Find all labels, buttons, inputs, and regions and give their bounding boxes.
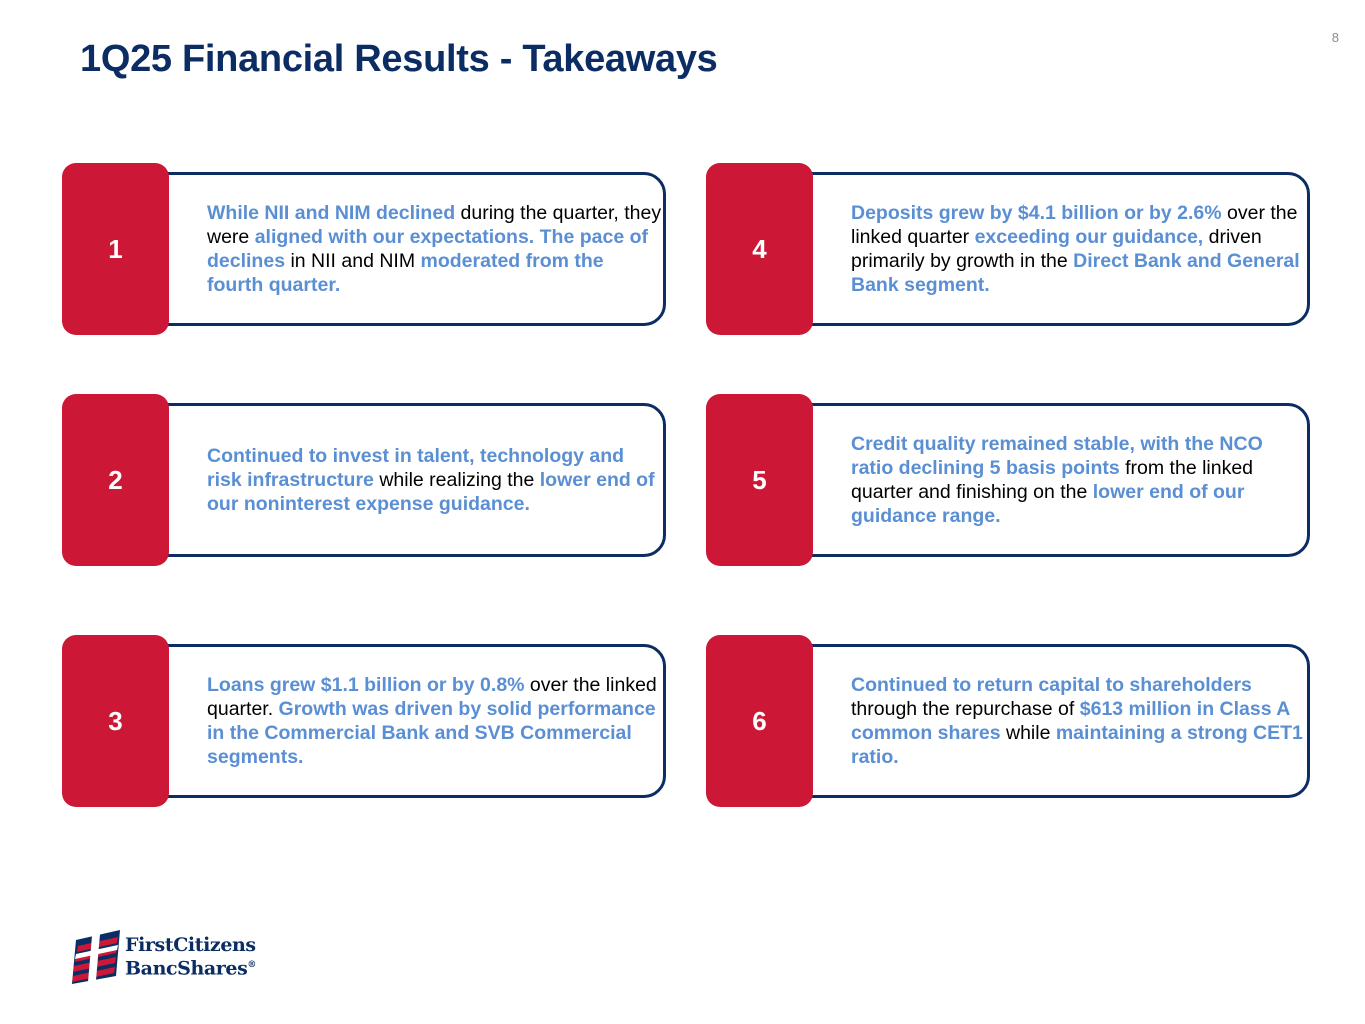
takeaway-plain: while realizing the (373, 469, 540, 491)
takeaway-number-badge (62, 635, 169, 807)
takeaway-text (207, 403, 662, 557)
takeaway-highlight: exceeding our guidance, (974, 226, 1204, 248)
takeaway-number: 4 (752, 233, 767, 264)
company-logo (70, 930, 256, 984)
takeaway-text (851, 403, 1306, 557)
takeaway-highlight: aligned with our expectations. The pace of declines (207, 226, 649, 272)
takeaway-plain: driven primarily by growth in the (851, 226, 1262, 272)
takeaway-card-3 (62, 635, 666, 807)
takeaway-number: 6 (752, 705, 767, 736)
takeaway-highlight: Deposits grew by $4.1 billion or by 2.6% (851, 202, 1222, 224)
takeaway-number-badge (706, 635, 813, 807)
takeaway-number: 1 (108, 233, 123, 264)
takeaway-number: 5 (752, 464, 767, 495)
takeaway-number-badge (706, 163, 813, 335)
takeaway-highlight: Credit quality remained stable, with the NCO ratio declining 5 basis points (851, 433, 1263, 479)
takeaway-plain: while (1000, 722, 1056, 744)
page-number: 8 (1331, 30, 1339, 45)
takeaway-plain: over the linked quarter. (207, 674, 657, 720)
takeaway-plain: during the quarter, they were (207, 202, 662, 248)
takeaway-highlight: While NII and NIM declined (207, 202, 456, 224)
takeaway-text (851, 172, 1306, 326)
logo-text-line1: FirstCitizens (125, 934, 256, 957)
flag-logo-icon (70, 930, 122, 984)
takeaway-plain: through the repurchase of (851, 698, 1080, 720)
takeaway-highlight: Growth was driven by solid performance in the Commercial Bank and SVB Commercial segments. (207, 698, 656, 768)
takeaway-highlight: moderated from the fourth quarter. (207, 250, 604, 296)
takeaway-number-badge (62, 163, 169, 335)
takeaway-number: 3 (108, 705, 123, 736)
takeaway-number-badge (706, 394, 813, 566)
takeaway-card-4 (706, 163, 1310, 335)
takeaway-number: 2 (108, 464, 123, 495)
takeaway-highlight: $613 million in Class A common shares (851, 698, 1290, 744)
takeaway-text (851, 644, 1306, 798)
registered-mark: ® (247, 960, 257, 971)
takeaway-plain: in NII and NIM (285, 250, 421, 272)
takeaway-highlight: Direct Bank and General Bank segment. (851, 250, 1300, 296)
takeaway-highlight: maintaining a strong CET1 ratio. (851, 722, 1303, 768)
takeaway-highlight: Continued to invest in talent, technology and risk infrastructure (207, 445, 625, 491)
takeaway-text (207, 644, 662, 798)
page-title: 1Q25 Financial Results - Takeaways (80, 38, 718, 80)
takeaway-number-badge (62, 394, 169, 566)
takeaway-card-6 (706, 635, 1310, 807)
takeaway-text (207, 172, 662, 326)
takeaway-highlight: lower end of our noninterest expense guidance. (207, 469, 655, 515)
takeaway-plain: from the linked quarter and finishing on the (851, 457, 1254, 503)
logo-text-line2: BancShares (125, 957, 248, 980)
takeaway-highlight: lower end of our guidance range. (851, 481, 1245, 527)
takeaway-card-1 (62, 163, 666, 335)
takeaway-card-5 (706, 394, 1310, 566)
takeaway-highlight: Continued to return capital to shareholders (851, 674, 1252, 696)
takeaway-card-2 (62, 394, 666, 566)
takeaway-plain: over the linked quarter (851, 202, 1298, 248)
takeaway-highlight: Loans grew $1.1 billion or by 0.8% (207, 674, 525, 696)
